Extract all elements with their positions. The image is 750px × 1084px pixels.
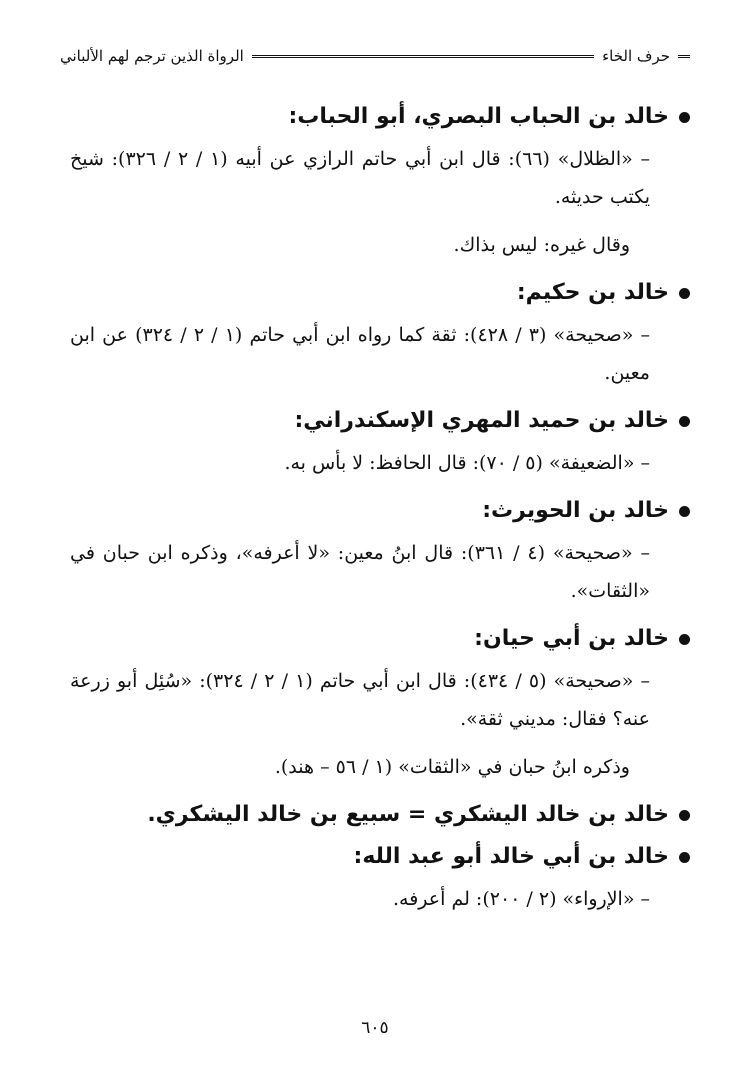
bullet-icon (679, 852, 690, 863)
entry (70, 838, 690, 918)
narrator-name: خالد بن خالد اليشكري = سبيع بن خالد اليشكري. (147, 802, 669, 827)
entry-text: – «صحيحة» (٥ / ٤٣٤): قال ابن أبي حاتم (١ / ٢ / ٣٢٤): «سُئِل أبو زرعة عنه؟ فقال: مديني ثقة». (70, 670, 651, 730)
entry-heading (70, 838, 690, 876)
bullet-icon (679, 112, 690, 123)
entry-text: – «الإرواء» (٢ / ٢٠٠): لم أعرفه. (393, 888, 650, 910)
header-rule-short (678, 55, 690, 58)
narrator-name: خالد بن حكيم: (516, 280, 669, 305)
page-body (70, 98, 690, 928)
entry-text: – «صحيحة» (٤ / ٣٦١): قال ابنُ معين: «لا أعرفه»، وذكره ابن حبان في «الثقات». (70, 542, 650, 602)
bullet-icon (679, 416, 690, 427)
entry-text: – «الضعيفة» (٥ / ٧٠): قال الحافظ: لا بأس به. (284, 452, 650, 474)
entry (70, 620, 690, 786)
narrator-name: خالد بن أبي خالد أبو عبد الله: (353, 844, 669, 869)
entry-heading (70, 274, 690, 312)
entry (70, 274, 690, 392)
entry-text: وقال غيره: ليس بذاك. (453, 234, 630, 256)
entry (70, 98, 690, 264)
bullet-icon (679, 288, 690, 299)
entry-heading (70, 796, 690, 834)
entry-text: – «الظلال» (٦٦): قال ابن أبي حاتم الرازي عن أبيه (١ / ٢ / ٣٢٦): شيخ يكتب حديثه. (70, 148, 650, 208)
entry-heading (70, 620, 690, 658)
bullet-icon (679, 506, 690, 517)
bullet-icon (679, 810, 690, 821)
bullet-icon (679, 634, 690, 645)
narrator-name: خالد بن الحويرث: (482, 498, 669, 523)
running-header (60, 44, 690, 68)
entry-heading (70, 492, 690, 530)
entry-text: وذكره ابنُ حبان في «الثقات» (١ / ٥٦ – هند). (274, 756, 630, 778)
narrator-name: خالد بن حميد المهري الإسكندراني: (294, 408, 669, 433)
entry (70, 402, 690, 482)
book-title: الرواة الذين ترجم لهم الألباني (60, 47, 244, 65)
header-rule-long (252, 55, 594, 58)
narrator-name: خالد بن أبي حيان: (474, 626, 669, 651)
page-number: ٦٠٥ (361, 1018, 389, 1038)
entry (70, 492, 690, 610)
entry-heading (70, 98, 690, 136)
entry-heading (70, 402, 690, 440)
chapter-title: حرف الخاء (602, 47, 670, 65)
entry-text: – «صحيحة» (٣ / ٤٢٨): ثقة كما رواه ابن أبي حاتم (١ / ٢ / ٣٢٤) عن ابن معين. (70, 324, 650, 384)
entry (70, 796, 690, 834)
narrator-name: خالد بن الحباب البصري، أبو الحباب: (288, 104, 669, 129)
